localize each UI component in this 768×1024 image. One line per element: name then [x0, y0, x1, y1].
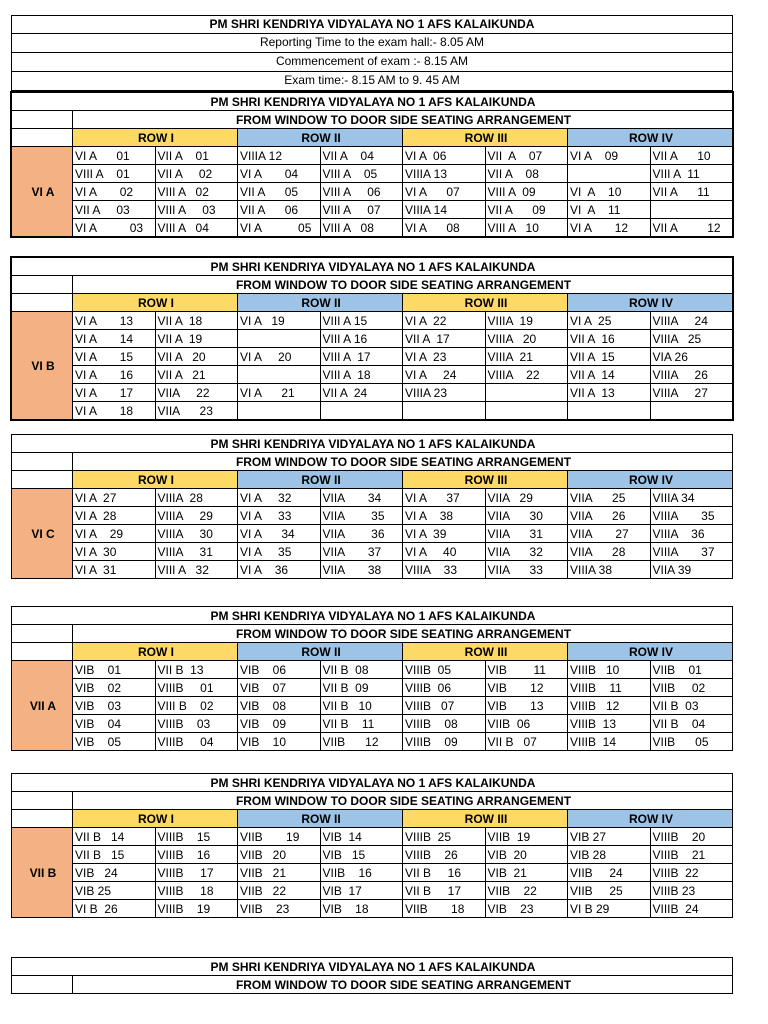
seat-cell: VIIB 18 — [403, 900, 486, 918]
seat-cell: VI A 25 — [568, 312, 651, 330]
seat-cell: VIB 10 — [238, 733, 321, 751]
seat-cell: VIB 11 — [485, 661, 568, 679]
row-header: ROW II — [238, 643, 403, 661]
seat-cell: VI A 30 — [73, 543, 156, 561]
row-header: ROW III — [403, 810, 568, 828]
seat-cell: VIIIB 19 — [155, 900, 238, 918]
seat-cell: VIB 13 — [485, 697, 568, 715]
seat-cell: VIIIA 35 — [650, 507, 733, 525]
seat-cell: VII A 19 — [155, 330, 238, 348]
seat-cell: VIII A 18 — [320, 366, 403, 384]
seat-cell: VII B 08 — [320, 661, 403, 679]
seat-cell: VI B 26 — [73, 900, 156, 918]
seat-cell: VI A 33 — [238, 507, 321, 525]
table-arrangement-title: FROM WINDOW TO DOOR SIDE SEATING ARRANGEMENT — [73, 111, 733, 129]
seat-cell: VIA 26 — [650, 348, 733, 366]
seat-cell: VIIIA 26 — [650, 366, 733, 384]
seat-cell: VII B 03 — [650, 697, 733, 715]
seat-cell: VIIIB 11 — [568, 679, 651, 697]
seating-table-vii-a — [11, 606, 733, 751]
exam-header — [11, 15, 733, 91]
seat-cell: VIII A 04 — [155, 219, 238, 237]
seat-cell: VIIIA 37 — [650, 543, 733, 561]
seat-cell: VIB 21 — [485, 864, 568, 882]
seat-cell: VIIB 25 — [568, 882, 651, 900]
seat-cell: VIIIB 12 — [568, 697, 651, 715]
seat-cell: VIIIB 10 — [568, 661, 651, 679]
seat-cell: VIB 08 — [238, 697, 321, 715]
class-label: VI C — [12, 489, 73, 579]
seat-cell: VII B 17 — [403, 882, 486, 900]
seat-cell: VII A 02 — [155, 165, 238, 183]
seat-cell: VIII A 17 — [320, 348, 403, 366]
row-header: ROW I — [73, 471, 238, 489]
seat-cell: VI A 22 — [403, 312, 486, 330]
seat-cell: VIII A 07 — [320, 201, 403, 219]
seat-cell: VIIIA 20 — [485, 330, 568, 348]
seating-table-partial — [11, 957, 733, 994]
seat-cell: VIIIB 08 — [403, 715, 486, 733]
seat-cell: VI A 39 — [403, 525, 486, 543]
table-school-name: PM SHRI KENDRIYA VIDYALAYA NO 1 AFS KALAIKUNDA — [12, 93, 733, 111]
seat-cell: VII B 15 — [73, 846, 156, 864]
seat-cell: VI A 19 — [238, 312, 321, 330]
row-header: ROW I — [73, 643, 238, 661]
seat-cell: VII A 03 — [73, 201, 156, 219]
seat-cell: VIIIB 20 — [650, 828, 733, 846]
row-header: ROW II — [238, 810, 403, 828]
row-header: ROW I — [73, 129, 238, 147]
seat-cell: VIII A 03 — [155, 201, 238, 219]
seat-cell: VIIIB 25 — [403, 828, 486, 846]
seat-cell: VII B 10 — [320, 697, 403, 715]
seat-cell: VI A 29 — [73, 525, 156, 543]
seat-cell: VIIIA 21 — [485, 348, 568, 366]
seat-cell: VII A 04 — [320, 147, 403, 165]
seat-cell: VIIIB 01 — [155, 679, 238, 697]
seat-cell — [403, 402, 486, 420]
seat-cell: VII A 11 — [650, 183, 733, 201]
seat-cell: VIB 15 — [320, 846, 403, 864]
seat-cell: VIII A 02 — [155, 183, 238, 201]
seat-cell: VI A 08 — [403, 219, 486, 237]
seat-cell: VII B 13 — [155, 661, 238, 679]
seat-cell: VIB 09 — [238, 715, 321, 733]
seat-cell: VI A 28 — [73, 507, 156, 525]
seat-cell: VIIB 21 — [238, 864, 321, 882]
row-header: ROW IV — [568, 810, 733, 828]
seat-cell: VIIA 30 — [485, 507, 568, 525]
seat-cell: VI A 37 — [403, 489, 486, 507]
seat-cell: VIIA 25 — [568, 489, 651, 507]
seat-cell: VIIIA 19 — [485, 312, 568, 330]
seat-cell: VIIIA 30 — [155, 525, 238, 543]
seat-cell: VI A 24 — [403, 366, 486, 384]
seat-cell: VIIIB 21 — [650, 846, 733, 864]
seat-cell: VII B 16 — [403, 864, 486, 882]
seat-cell — [568, 165, 651, 183]
seat-cell: VII B 14 — [73, 828, 156, 846]
seat-cell: VII A 15 — [568, 348, 651, 366]
seat-cell: VIIA 27 — [568, 525, 651, 543]
seat-cell: VII A 17 — [403, 330, 486, 348]
row-header: ROW IV — [568, 643, 733, 661]
seat-cell: VIIA 38 — [320, 561, 403, 579]
seat-cell: VIIA 35 — [320, 507, 403, 525]
table-arrangement-title: FROM WINDOW TO DOOR SIDE SEATING ARRANGEMENT — [73, 625, 733, 643]
seat-cell — [568, 402, 651, 420]
seat-cell: VIIIB 09 — [403, 733, 486, 751]
seat-cell — [320, 402, 403, 420]
seat-cell: VIIIA 22 — [485, 366, 568, 384]
seat-cell: VIIIB 17 — [155, 864, 238, 882]
seat-cell: VIIB 22 — [238, 882, 321, 900]
seat-cell: VI A 38 — [403, 507, 486, 525]
seat-cell: VIIIB 13 — [568, 715, 651, 733]
commencement-time: Commencement of exam :- 8.15 AM — [11, 53, 733, 72]
seat-cell: VI A 27 — [73, 489, 156, 507]
seat-cell: VIB 14 — [320, 828, 403, 846]
seat-cell: VI A 10 — [568, 183, 651, 201]
seat-cell: VIIB 20 — [238, 846, 321, 864]
seat-cell: VII A 07 — [485, 147, 568, 165]
seating-table-vii-b — [11, 773, 733, 918]
seat-cell: VIIIA 27 — [650, 384, 733, 402]
seat-cell: VI A 20 — [238, 348, 321, 366]
seat-cell: VI A 17 — [73, 384, 156, 402]
seat-cell: VIIA 37 — [320, 543, 403, 561]
seat-cell: VIII A 08 — [320, 219, 403, 237]
seat-cell: VIIIB 07 — [403, 697, 486, 715]
seat-cell: VII B 04 — [650, 715, 733, 733]
seat-cell: VI B 29 — [568, 900, 651, 918]
table-arrangement-title: FROM WINDOW TO DOOR SIDE SEATING ARRANGEMENT — [73, 453, 733, 471]
seat-cell: VII A 24 — [320, 384, 403, 402]
seat-cell: VII A 20 — [155, 348, 238, 366]
seat-cell: VI A 36 — [238, 561, 321, 579]
seat-cell: VIIB 23 — [238, 900, 321, 918]
seat-cell: VI A 15 — [73, 348, 156, 366]
exam-time: Exam time:- 8.15 AM to 9. 45 AM — [11, 72, 733, 91]
seat-cell: VIIIB 16 — [155, 846, 238, 864]
class-label: VI B — [12, 312, 73, 420]
table-arrangement-title: FROM WINDOW TO DOOR SIDE SEATING ARRANGEMENT — [73, 276, 733, 294]
seat-cell: VIIA 28 — [568, 543, 651, 561]
seat-cell: VIII A 11 — [650, 165, 733, 183]
seat-cell: VIIIB 03 — [155, 715, 238, 733]
seat-cell: VIIIB 05 — [403, 661, 486, 679]
seat-cell: VIIA 39 — [650, 561, 733, 579]
seat-cell: VIII A 01 — [73, 165, 156, 183]
row-header: ROW I — [73, 294, 238, 312]
seat-cell: VI A 06 — [403, 147, 486, 165]
seat-cell: VII A 12 — [650, 219, 733, 237]
seat-cell: VIIIB 24 — [650, 900, 733, 918]
seat-cell: VIIIB 18 — [155, 882, 238, 900]
class-label: VI A — [12, 147, 73, 237]
seat-cell: VIB 04 — [73, 715, 156, 733]
seat-cell: VIIIA 13 — [403, 165, 486, 183]
seat-cell: VIIB 24 — [568, 864, 651, 882]
seat-cell — [485, 384, 568, 402]
seat-cell: VIB 02 — [73, 679, 156, 697]
seat-cell: VIIIA 36 — [650, 525, 733, 543]
seat-cell: VI A 40 — [403, 543, 486, 561]
reporting-time: Reporting Time to the exam hall:- 8.05 AM — [11, 34, 733, 53]
seat-cell: VIII B 02 — [155, 697, 238, 715]
seat-cell: VIIIA 29 — [155, 507, 238, 525]
seat-cell: VIB 06 — [238, 661, 321, 679]
seat-cell: VI A 34 — [238, 525, 321, 543]
row-header: ROW III — [403, 294, 568, 312]
seat-cell: VIIB 02 — [650, 679, 733, 697]
seat-cell: VIIA 26 — [568, 507, 651, 525]
seat-cell: VIIIB 04 — [155, 733, 238, 751]
seat-cell: VI A 07 — [403, 183, 486, 201]
seat-cell: VIB 27 — [568, 828, 651, 846]
seat-cell: VIII A 16 — [320, 330, 403, 348]
seat-cell — [650, 402, 733, 420]
seat-cell: VI A 32 — [238, 489, 321, 507]
seat-cell: VIIIB 14 — [568, 733, 651, 751]
seat-cell: VII A 01 — [155, 147, 238, 165]
seat-cell: VIIIA 31 — [155, 543, 238, 561]
seat-cell: VII A 09 — [485, 201, 568, 219]
seat-cell: VIIB 06 — [485, 715, 568, 733]
seat-cell: VIIA 23 — [155, 402, 238, 420]
seat-cell: VIIA 32 — [485, 543, 568, 561]
seat-cell: VII A 14 — [568, 366, 651, 384]
seat-cell: VIII A 15 — [320, 312, 403, 330]
seat-cell: VI A 16 — [73, 366, 156, 384]
seat-cell: VIIA 31 — [485, 525, 568, 543]
seat-cell: VIII A 10 — [485, 219, 568, 237]
seat-cell: VII A 18 — [155, 312, 238, 330]
row-header: ROW IV — [568, 129, 733, 147]
class-label: VII B — [12, 828, 73, 918]
seat-cell: VIIB 05 — [650, 733, 733, 751]
table-school-name: PM SHRI KENDRIYA VIDYALAYA NO 1 AFS KALAIKUNDA — [12, 774, 733, 792]
row-header: ROW III — [403, 129, 568, 147]
seat-cell: VIB 23 — [485, 900, 568, 918]
seat-cell: VIIA 22 — [155, 384, 238, 402]
seat-cell: VIIA 36 — [320, 525, 403, 543]
seat-cell — [650, 201, 733, 219]
seat-cell — [238, 402, 321, 420]
seat-cell: VII A 06 — [238, 201, 321, 219]
seat-cell: VIB 03 — [73, 697, 156, 715]
seat-cell: VIIB 12 — [320, 733, 403, 751]
seat-cell: VII A 21 — [155, 366, 238, 384]
table-school-name: PM SHRI KENDRIYA VIDYALAYA NO 1 AFS KALAIKUNDA — [12, 435, 733, 453]
row-header: ROW III — [403, 643, 568, 661]
seat-cell: VIII A 06 — [320, 183, 403, 201]
seat-cell: VII A 16 — [568, 330, 651, 348]
seat-cell: VI A 05 — [238, 219, 321, 237]
seat-cell: VIIIB 06 — [403, 679, 486, 697]
seat-cell: VI A 03 — [73, 219, 156, 237]
seat-cell: VIB 17 — [320, 882, 403, 900]
seat-cell: VII A 08 — [485, 165, 568, 183]
seat-cell: VIII A 09 — [485, 183, 568, 201]
seat-cell: VIIIA 24 — [650, 312, 733, 330]
seat-cell: VI A 21 — [238, 384, 321, 402]
seat-cell: VI A 11 — [568, 201, 651, 219]
row-header: ROW II — [238, 129, 403, 147]
seat-cell: VIB 18 — [320, 900, 403, 918]
seat-cell: VIB 05 — [73, 733, 156, 751]
seat-cell: VI A 18 — [73, 402, 156, 420]
seat-cell — [238, 330, 321, 348]
seat-cell: VIIIA 12 — [238, 147, 321, 165]
seat-cell: VIIIB 22 — [650, 864, 733, 882]
seat-cell: VIIIA 14 — [403, 201, 486, 219]
seat-cell: VIIB 16 — [320, 864, 403, 882]
seat-cell: VIIB 19 — [485, 828, 568, 846]
seat-cell — [238, 366, 321, 384]
row-header: ROW I — [73, 810, 238, 828]
seat-cell: VIIIA 23 — [403, 384, 486, 402]
seat-cell: VI A 23 — [403, 348, 486, 366]
seat-cell: VIIB 01 — [650, 661, 733, 679]
seat-cell: VIII A 32 — [155, 561, 238, 579]
table-arrangement-title: FROM WINDOW TO DOOR SIDE SEATING ARRANGEMENT — [73, 792, 733, 810]
seat-cell: VII B 07 — [485, 733, 568, 751]
table-school-name: PM SHRI KENDRIYA VIDYALAYA NO 1 AFS KALAIKUNDA — [12, 258, 733, 276]
seat-cell: VIIIB 23 — [650, 882, 733, 900]
seat-cell: VIIA 29 — [485, 489, 568, 507]
seat-cell: VIB 07 — [238, 679, 321, 697]
seating-table-vi-a — [11, 92, 733, 237]
row-header: ROW II — [238, 471, 403, 489]
seat-cell: VI A 04 — [238, 165, 321, 183]
seat-cell: VIB 28 — [568, 846, 651, 864]
table-school-name: PM SHRI KENDRIYA VIDYALAYA NO 1 AFS KALAIKUNDA — [12, 958, 733, 976]
seat-cell: VI A 35 — [238, 543, 321, 561]
seat-cell: VIIIA 38 — [568, 561, 651, 579]
seat-cell: VIIIB 15 — [155, 828, 238, 846]
seat-cell: VIB 20 — [485, 846, 568, 864]
seat-cell: VIII A 05 — [320, 165, 403, 183]
seat-cell: VI A 31 — [73, 561, 156, 579]
seat-cell — [485, 402, 568, 420]
row-header: ROW III — [403, 471, 568, 489]
seat-cell: VIIIA 34 — [650, 489, 733, 507]
seat-cell: VI A 09 — [568, 147, 651, 165]
seat-cell: VIIIA 25 — [650, 330, 733, 348]
seat-cell: VI A 12 — [568, 219, 651, 237]
seat-cell: VII A 05 — [238, 183, 321, 201]
seat-cell: VII A 13 — [568, 384, 651, 402]
row-header: ROW II — [238, 294, 403, 312]
seat-cell: VIB 25 — [73, 882, 156, 900]
seat-cell: VI A 01 — [73, 147, 156, 165]
seat-cell: VII B 09 — [320, 679, 403, 697]
seat-cell: VIB 12 — [485, 679, 568, 697]
seat-cell: VI A 02 — [73, 183, 156, 201]
seat-cell: VIB 24 — [73, 864, 156, 882]
row-header: ROW IV — [568, 471, 733, 489]
table-arrangement-title: FROM WINDOW TO DOOR SIDE SEATING ARRANGEMENT — [73, 976, 733, 994]
seat-cell: VI A 14 — [73, 330, 156, 348]
seat-cell: VIIA 34 — [320, 489, 403, 507]
seat-cell: VII A 10 — [650, 147, 733, 165]
class-label: VII A — [12, 661, 73, 751]
row-header: ROW IV — [568, 294, 733, 312]
seat-cell: VII B 11 — [320, 715, 403, 733]
seat-cell: VIIB 19 — [238, 828, 321, 846]
seating-table-vi-c — [11, 434, 733, 579]
seat-cell: VI A 13 — [73, 312, 156, 330]
seating-table-vi-b — [11, 257, 733, 420]
seat-cell: VIIA 33 — [485, 561, 568, 579]
school-name: PM SHRI KENDRIYA VIDYALAYA NO 1 AFS KALAIKUNDA — [11, 15, 733, 34]
seat-cell: VIIIB 26 — [403, 846, 486, 864]
table-school-name: PM SHRI KENDRIYA VIDYALAYA NO 1 AFS KALAIKUNDA — [12, 607, 733, 625]
seat-cell: VIB 01 — [73, 661, 156, 679]
seat-cell: VIIIA 28 — [155, 489, 238, 507]
seat-cell: VIIB 22 — [485, 882, 568, 900]
seat-cell: VIIIA 33 — [403, 561, 486, 579]
